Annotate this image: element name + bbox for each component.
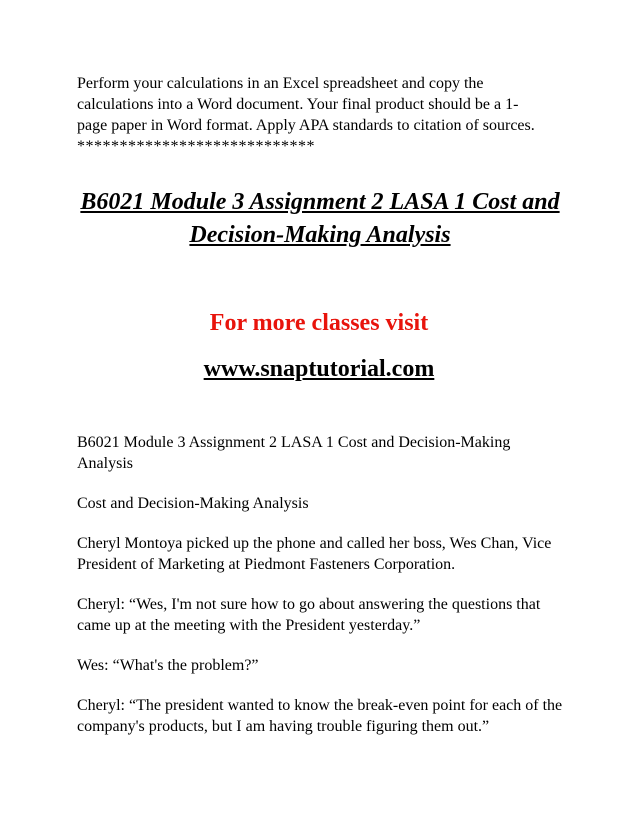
- body-paragraph: Wes: “What's the problem?”: [77, 657, 259, 674]
- promo-text: For more classes visit: [209, 310, 429, 336]
- document-title: [60, 186, 580, 252]
- website-link[interactable]: www.snaptutorial.com: [203, 356, 435, 382]
- document-body: [77, 432, 567, 756]
- title-line-2: Decision-Making Analysis: [189, 222, 451, 248]
- intro-line-2: calculations into a Word document. Your final product should be a 1-: [77, 96, 519, 113]
- title-line-1: B6021 Module 3 Assignment 2 LASA 1 Cost and: [80, 189, 560, 215]
- body-paragraph: Cheryl: “The president wanted to know the break-even point for each of the company's products, but I am having trouble figuring them out.”: [77, 697, 563, 735]
- intro-instructions: [77, 73, 567, 157]
- body-paragraph: Cheryl Montoya picked up the phone and called her boss, Wes Chan, Vice President of Marketing at Piedmont Fasteners Corporation.: [77, 535, 552, 573]
- intro-line-1: Perform your calculations in an Excel spreadsheet and copy the: [77, 75, 484, 92]
- body-paragraph: Cheryl: “Wes, I'm not sure how to go about answering the questions that came up at the meeting with the President yesterday.”: [77, 596, 541, 634]
- separator-stars: ****************************: [77, 138, 315, 155]
- body-heading: B6021 Module 3 Assignment 2 LASA 1 Cost and Decision-Making Analysis: [77, 434, 511, 472]
- body-subheading: Cost and Decision-Making Analysis: [77, 495, 309, 512]
- intro-line-3: page paper in Word format. Apply APA standards to citation of sources.: [77, 117, 535, 134]
